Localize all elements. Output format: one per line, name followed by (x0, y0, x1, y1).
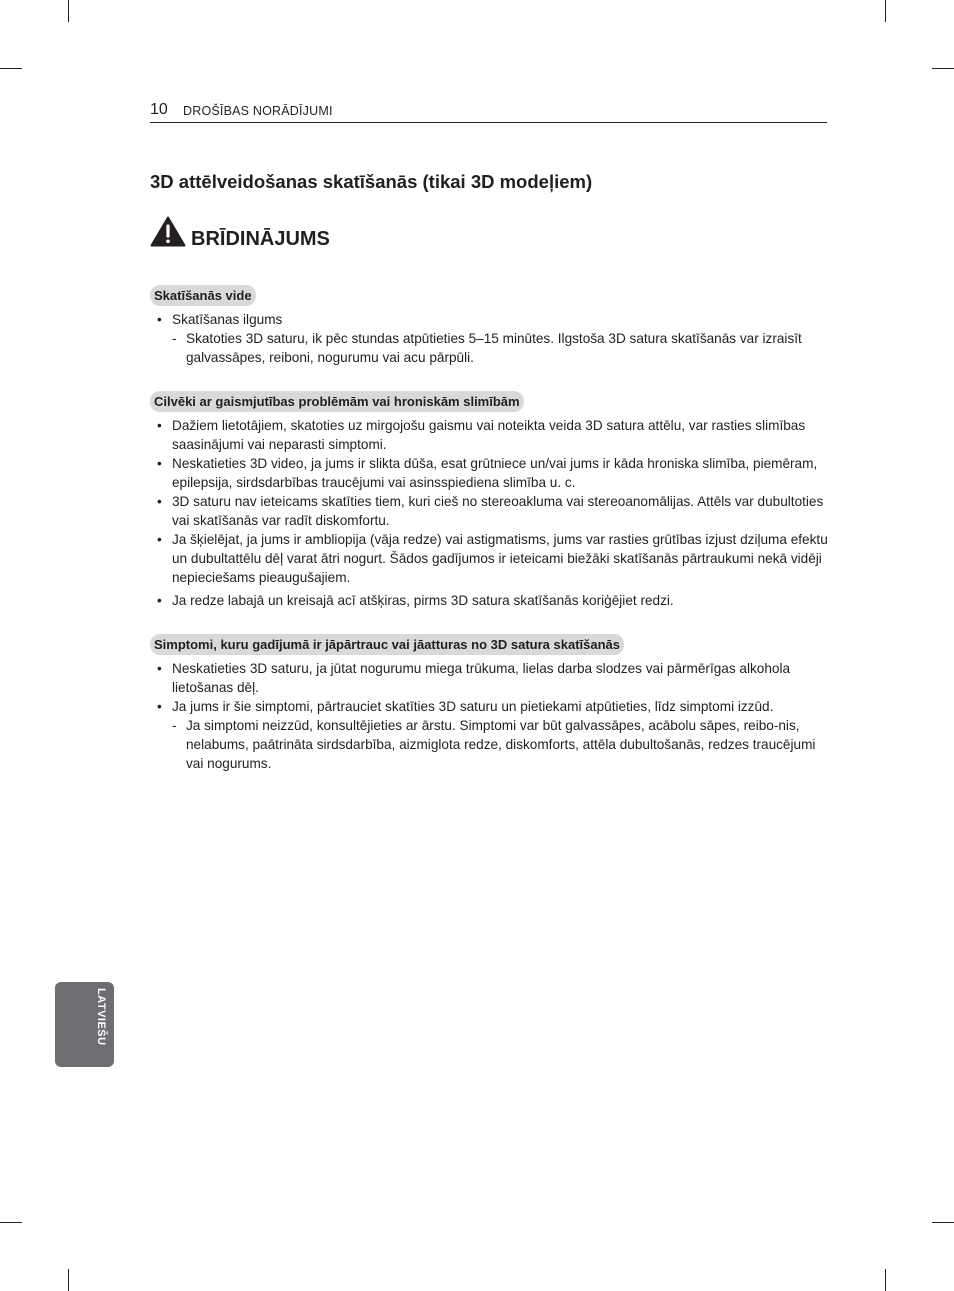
crop-mark (885, 1269, 886, 1291)
crop-mark (0, 68, 22, 69)
sub-list-item: - Ja simptomi neizzūd, konsultējieties ar ārstu. Simptomi var būt galvassāpes, acābolu sāpes, reibo-nis, nelabums, paātrināta sirdsdarbība, aizmiglota redze, diskomforts, attēla dubultošanās, redzes traucējumi vai nogurums. (150, 716, 830, 773)
block-heading: Simptomi, kuru gadījumā ir jāpārtrauc vai jāatturas no 3D satura skatīšanās (150, 634, 624, 655)
language-tab-label: LATVIEŠU (95, 988, 107, 1046)
section-title: 3D attēlveidošanas skatīšanās (tikai 3D modeļiem) (150, 171, 593, 192)
list-item: • 3D saturu nav ieteicams skatīties tiem, kuri cieš no stereoakluma vai stereoanomālijas. Attēls var dubultoties vai skatīšanās var radīt diskomfortu. (150, 492, 830, 530)
running-head: DROŠĪBAS NORĀDĪJUMI (183, 104, 333, 118)
warning-block-symptoms (150, 634, 830, 773)
item-list (150, 310, 830, 367)
warning-label: BRĪDINĀJUMS (191, 228, 330, 250)
warning-triangle-icon (150, 216, 186, 247)
crop-mark (932, 1222, 954, 1223)
item-list (150, 416, 830, 610)
list-item: • Ja šķielējat, ja jums ir ambliopija (vāja redze) vai astigmatisms, jums var rasties grūtības izjust dziļuma efektu un dubultattēlu dēļ varat ātri nogurt. Šādos gadījumos ir ieteicami biežāki skatīšanās pārtraukumi nekā vidēji nepieciešams pieaugušajiem. (150, 530, 830, 587)
language-tab (55, 982, 114, 1067)
list-item: • Ja redze labajā un kreisajā acī atšķiras, pirms 3D satura skatīšanās koriģējiet redzi. (150, 591, 830, 610)
list-item: • Skatīšanas ilgums (150, 310, 830, 329)
item-list (150, 659, 830, 773)
warning-block-sensitivity (150, 391, 830, 610)
block-heading: Cilvēki ar gaismjutības problēmām vai hroniskām slimībām (150, 391, 524, 412)
sub-list-item: - Skatoties 3D saturu, ik pēc stundas atpūtieties 5–15 minūtes. Ilgstoša 3D satura skatīšanās var izraisīt galvassāpes, reiboni, nogurumu vai acu pārpūli. (150, 329, 830, 367)
page-header (150, 101, 827, 123)
crop-mark (68, 0, 69, 22)
page-number: 10 (150, 101, 168, 118)
block-heading: Skatīšanās vide (150, 285, 256, 306)
list-item: • Neskatieties 3D saturu, ja jūtat nogurumu miega trūkuma, lielas darba slodzes vai pārmērīgas alkohola lietošanas dēļ. (150, 659, 830, 697)
warning-block-viewing-environment (150, 285, 830, 367)
list-item: • Dažiem lietotājiem, skatoties uz mirgojošu gaismu vai noteikta veida 3D satura attēlu, var rasties slimības saasinājumi vai neparasti simptomi. (150, 416, 830, 454)
list-item: • Ja jums ir šie simptomi, pārtrauciet skatīties 3D saturu un pietiekami atpūtieties, līdz simptomi izzūd. (150, 697, 830, 716)
crop-mark (0, 1222, 22, 1223)
crop-mark (68, 1269, 69, 1291)
crop-mark (885, 0, 886, 22)
list-item: • Neskatieties 3D video, ja jums ir slikta dūša, esat grūtniece un/vai jums ir kāda hroniska slimība, piemēram, epilepsija, sirdsdarbības traucējumi vai asinsspiediena slimība u. c. (150, 454, 830, 492)
crop-mark (932, 68, 954, 69)
